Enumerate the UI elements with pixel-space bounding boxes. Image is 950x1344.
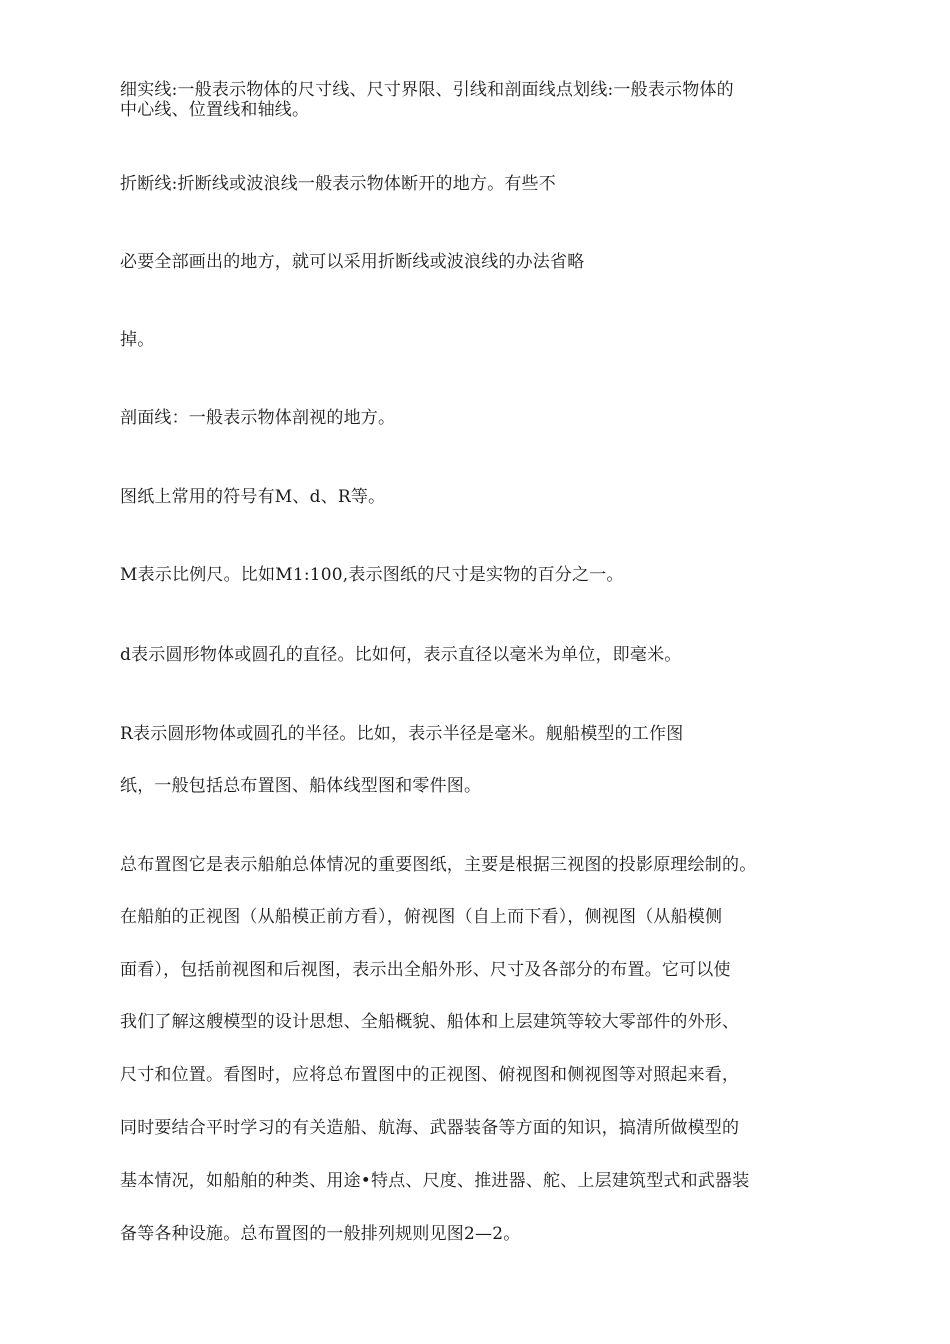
text-line-6: 剖面线：一般表示物体剖视的地方。 [120,408,396,428]
text-line-1: 细实线:一般表示物体的尺寸线、尺寸界限、引线和剖面线点划线:一般表示物体的 [120,80,734,100]
text-line-11: 纸，一般包括总布置图、船体线型图和零件图。 [120,776,482,796]
text-line-4: 必要全部画出的地方，就可以采用折断线或波浪线的办法省略 [120,252,585,272]
text-line-9: d表示圆形物体或圆孔的直径。比如何，表示直径以毫米为单位，即毫米。 [120,645,682,665]
text-line-10: R表示圆形物体或圆孔的半径。比如，表示半径是毫米。舰船模型的工作图 [120,724,684,744]
text-line-2: 中心线、位置线和轴线。 [120,100,310,120]
text-line-8: M表示比例尺。比如M1:100,表示图纸的尺寸是实物的百分之一。 [120,565,624,585]
text-line-18: 基本情况，如船舶的种类、用途•特点、尺度、推进器、舵、上层建筑型式和武器装 [120,1171,750,1191]
text-line-19: 备等各种设施。总布置图的一般排列规则见图2—2。 [120,1224,521,1244]
text-line-14: 面看），包括前视图和后视图，表示出全船外形、尺寸及各部分的布置。它可以使 [120,960,731,980]
text-line-3: 折断线:折断线或波浪线一般表示物体断开的地方。有些不 [120,174,556,194]
text-line-17: 同时要结合平时学习的有关造船、航海、武器装备等方面的知识，搞清所做模型的 [120,1118,740,1138]
text-line-13: 在船舶的正视图（从船模正前方看），俯视图（自上而下看），侧视图（从船模侧 [120,907,723,927]
text-line-16: 尺寸和位置。看图时，应将总布置图中的正视图、俯视图和侧视图等对照起来看， [120,1065,740,1085]
text-line-7: 图纸上常用的符号有M、d、R等。 [120,487,386,507]
text-line-12: 总布置图它是表示船舶总体情况的重要图纸，主要是根据三视图的投影原理绘制的。 [120,855,757,875]
text-line-5: 掉。 [120,330,155,350]
text-line-15: 我们了解这艘模型的设计思想、全船概貌、船体和上层建筑等较大零部件的外形、 [120,1012,740,1032]
